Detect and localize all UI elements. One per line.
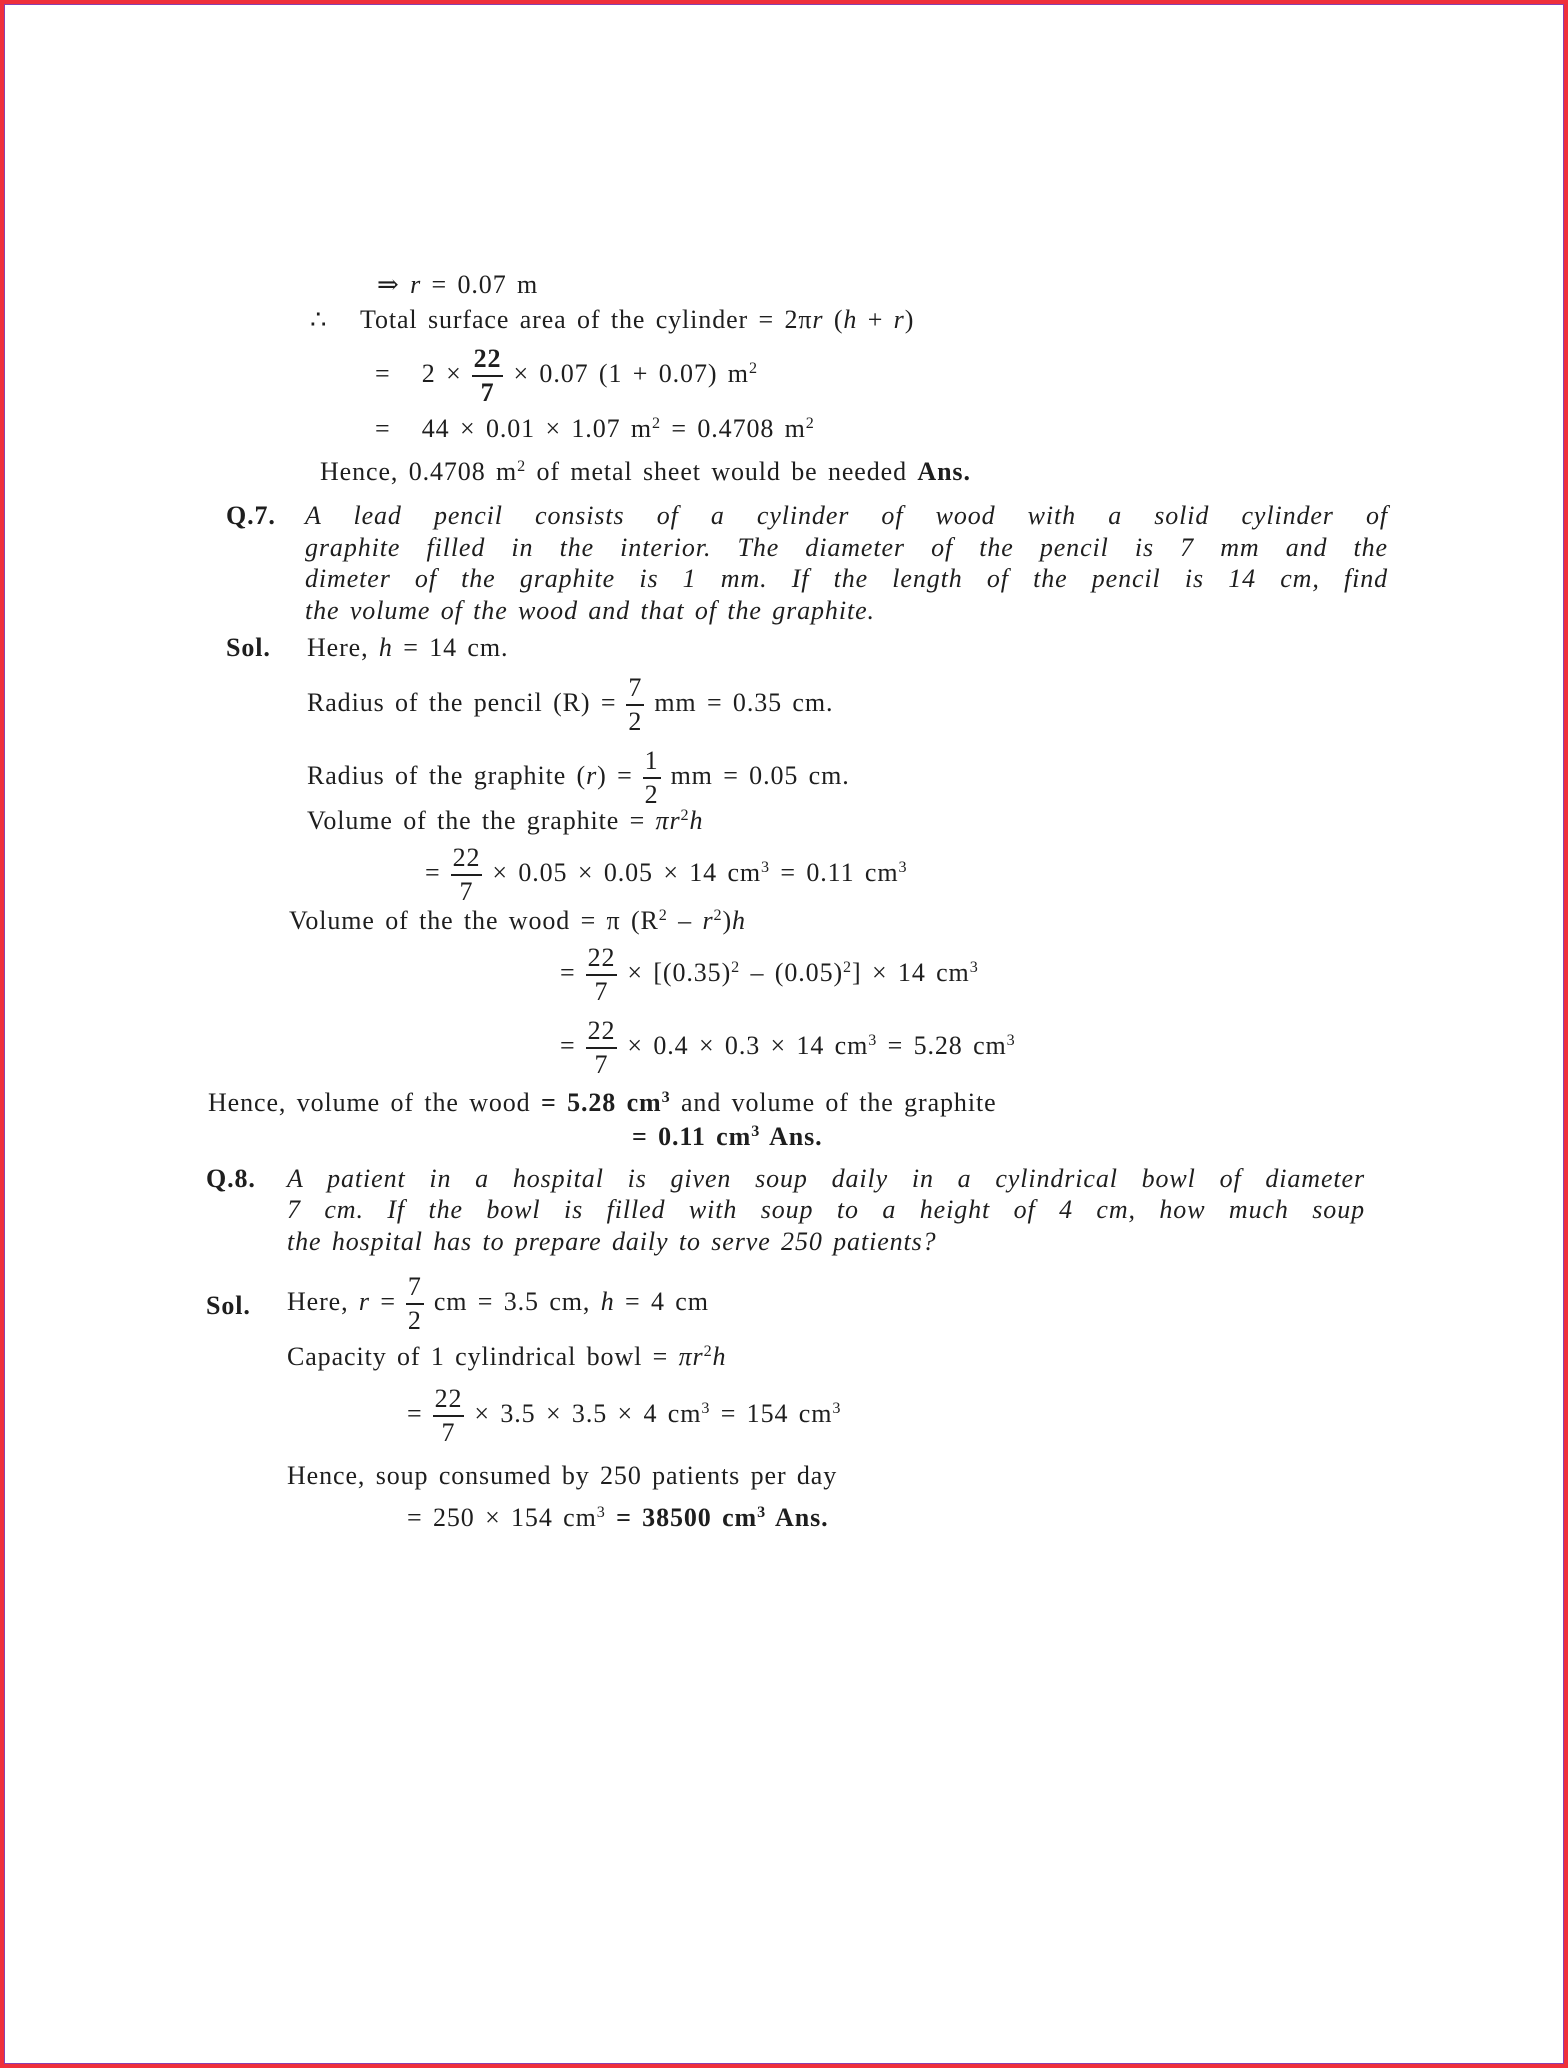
volume-wood-calc-1: = $\frac{22}{7}$ × $[(0.35)^2 - (0.05)^2] \times 14$ $cm^3$ (560, 943, 979, 1006)
tsa-step-1: = 2 × $\frac{22}{7}$ × 0.07 (1 + 0.07) $m^2$ (375, 344, 758, 407)
implies-arrow: ⇒ (377, 270, 400, 299)
fraction-7-2: $\frac{7}{2}$ (407, 1272, 422, 1335)
fraction-22-7: $\frac{22}{7}$ (452, 843, 481, 906)
fraction-22-7: $\frac{22}{7}$ (473, 344, 502, 407)
fraction-22-7: $\frac{22}{7}$ (587, 1016, 616, 1079)
tsa-formula-line: Total surface area of the cylinder = 2πr (h + r) (360, 305, 915, 334)
fraction-22-7: $\frac{22}{7}$ (587, 943, 616, 1006)
final-answer-line: = 250 × 154 $cm^3 = 38500$ $cm^3$ Ans. (407, 1503, 829, 1532)
question-8-line-1: A patient in a hospital is given soup daily in a cylindrical bowl of diameter (287, 1164, 1365, 1193)
radius-pencil-line: Radius of the pencil (R) = $\frac{7}{2}$ mm = 0.35 cm. (307, 673, 834, 736)
volume-graphite-calc: = $\frac{22}{7}$ × 0.05 × 0.05 × 14 $cm^3 = 0.11$ $cm^3$ (425, 843, 908, 906)
therefore-symbol: ∴ (310, 305, 328, 334)
question-8-line-2: 7 cm. If the bowl is filled with soup to a height of 4 cm, how much soup (287, 1195, 1365, 1224)
q7-conclusion-line-1: Hence, volume of the wood = 5.28 $cm^3$ and volume of the graphite (208, 1088, 997, 1117)
solution-7-label: Sol. (226, 633, 271, 662)
question-8-line-3: the hospital has to prepare daily to serve 250 patients? (287, 1227, 937, 1256)
question-7-line-4: the volume of the wood and that of the graphite. (305, 596, 875, 625)
result-r-line: ⇒ r = 0.07 m (377, 270, 539, 299)
radius-graphite-line: Radius of the graphite (r) = $\frac{1}{2}$ mm = 0.05 cm. (307, 746, 850, 809)
tsa-conclusion: Hence, 0.4708 $m^2$ of metal sheet would be needed Ans. (320, 457, 971, 486)
q7-conclusion-line-2: = 0.11 $cm^3$ Ans. (632, 1122, 823, 1151)
question-7-label: Q.7. (226, 501, 276, 530)
volume-wood-formula: Volume of the the wood = π $(R^2 - r^2)h$ (289, 906, 746, 935)
question-7-line-1: A lead pencil consists of a cylinder of wood with a solid cylinder of (305, 501, 1388, 530)
fraction-1-2: $\frac{1}{2}$ (644, 746, 659, 809)
sol8-given-values: Here, r = $\frac{7}{2}$ cm = 3.5 cm, h = 4 cm (287, 1272, 709, 1335)
fraction-7-2: $\frac{7}{2}$ (628, 673, 643, 736)
capacity-calc: = $\frac{22}{7}$ × 3.5 × 3.5 × 4 $cm^3 = 154$ $cm^3$ (407, 1384, 842, 1447)
tsa-step-2: = 44 × 0.01 × 1.07 $m^2 = 0.4708$ $m^2$ (375, 414, 815, 443)
capacity-formula: Capacity of 1 cylindrical bowl = $\pi r^2h$ (287, 1342, 727, 1371)
volume-graphite-formula: Volume of the the graphite = $\pi r^2h$ (307, 806, 704, 835)
soup-consumed-line: Hence, soup consumed by 250 patients per day (287, 1461, 838, 1490)
fraction-22-7: $\frac{22}{7}$ (434, 1384, 463, 1447)
question-7-line-3: dimeter of the graphite is 1 mm. If the length of the pencil is 14 cm, find (305, 564, 1388, 593)
solution-8-label: Sol. (206, 1291, 251, 1320)
question-7-line-2: graphite filled in the interior. The diameter of the pencil is 7 mm and the (305, 533, 1388, 562)
volume-wood-calc-2: = $\frac{22}{7}$ × 0.4 × 0.3 × 14 $cm^3 = 5.28$ $cm^3$ (560, 1016, 1016, 1079)
question-8-label: Q.8. (206, 1164, 256, 1193)
sol7-given-height: Here, h = 14 cm. (307, 633, 509, 662)
